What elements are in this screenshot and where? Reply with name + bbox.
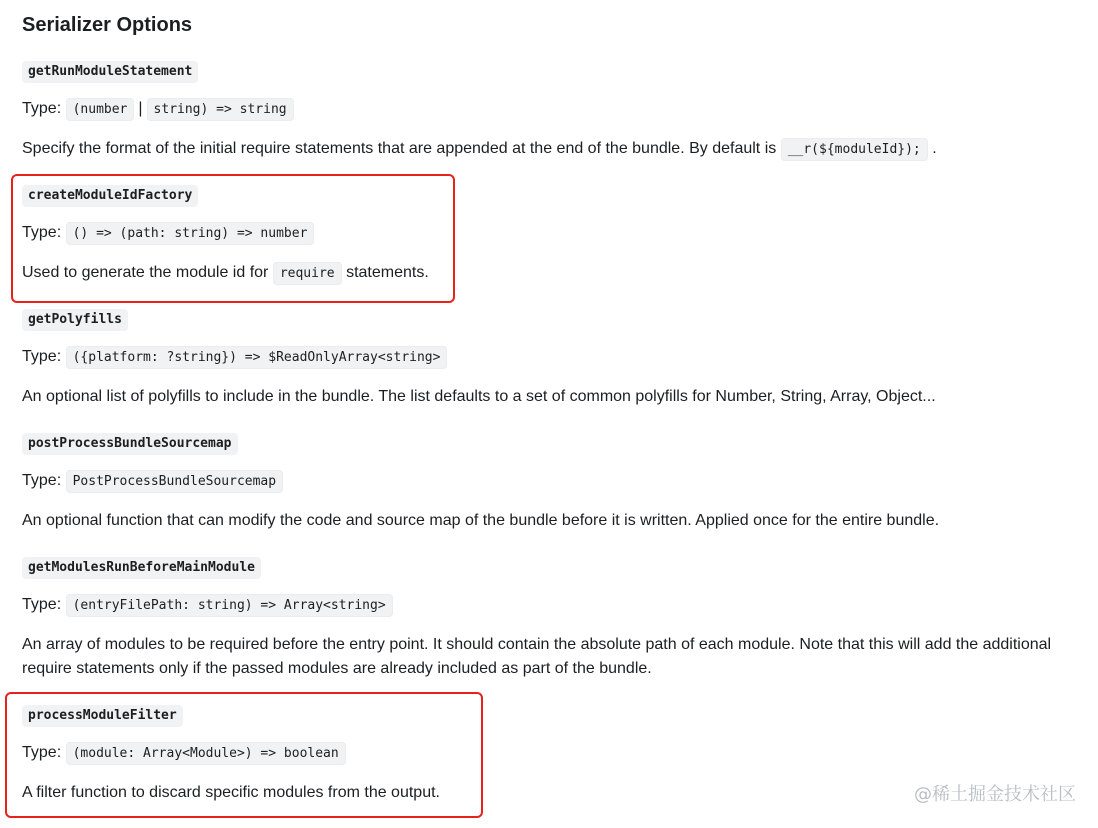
type-label: Type: <box>22 100 62 117</box>
type-code: ({platform: ?string}) => $ReadOnlyArray<string> <box>66 346 448 369</box>
option-name-getPolyfills: getPolyfills <box>22 309 128 331</box>
option-type-postProcessBundleSourcemap <box>22 469 283 494</box>
option-desc-getModulesRunBeforeMainModule: An array of modules to be required before the entry point. It should contain the absolute path of each module. Note that this will add the additional require statements only if the passed modules are already included as part of the bundle. <box>22 636 1052 677</box>
desc-inline-code: __r(${moduleId}); <box>781 138 928 161</box>
option-name-getRunModuleStatement: getRunModuleStatement <box>22 61 198 83</box>
option-type-processModuleFilter <box>22 741 346 766</box>
option-desc-postProcessBundleSourcemap: An optional function that can modify the code and source map of the bundle before it is written. Applied once for the entire bundle. <box>22 512 940 529</box>
option-type-getModulesRunBeforeMainModule <box>22 593 393 618</box>
desc-text: Specify the format of the initial require statements that are appended at the end of the bundle. By default is <box>22 140 777 157</box>
option-name-processModuleFilter: processModuleFilter <box>22 705 183 727</box>
desc-inline-code: require <box>273 262 342 285</box>
type-separator: | <box>138 100 143 117</box>
option-desc-processModuleFilter: A filter function to discard specific modules from the output. <box>22 784 440 801</box>
option-type-createModuleIdFactory <box>22 221 314 246</box>
type-code-part-2: string) => string <box>147 98 294 121</box>
option-type-getPolyfills <box>22 345 447 370</box>
page-title: Serializer Options <box>22 14 193 36</box>
option-desc-createModuleIdFactory <box>22 261 429 286</box>
desc-text-end: statements. <box>346 264 429 281</box>
type-code: PostProcessBundleSourcemap <box>66 470 284 493</box>
watermark: @稀土掘金技术社区 <box>914 784 1076 805</box>
type-label: Type: <box>22 472 62 489</box>
type-label: Type: <box>22 348 62 365</box>
desc-text: Used to generate the module id for <box>22 264 269 281</box>
type-label: Type: <box>22 744 62 761</box>
type-code: (entryFilePath: string) => Array<string> <box>66 594 393 617</box>
option-desc-getPolyfills: An optional list of polyfills to include in the bundle. The list defaults to a set of common polyfills for Number, String, Array, Object... <box>22 388 936 405</box>
type-label: Type: <box>22 596 62 613</box>
type-code: () => (path: string) => number <box>66 222 315 245</box>
desc-text-end: . <box>932 140 937 157</box>
type-code-part-1: (number <box>66 98 135 121</box>
type-label: Type: <box>22 224 62 241</box>
option-name-postProcessBundleSourcemap: postProcessBundleSourcemap <box>22 433 238 455</box>
option-name-createModuleIdFactory: createModuleIdFactory <box>22 185 198 207</box>
type-code: (module: Array<Module>) => boolean <box>66 742 346 765</box>
option-desc-getRunModuleStatement <box>22 137 937 162</box>
option-name-getModulesRunBeforeMainModule: getModulesRunBeforeMainModule <box>22 557 261 579</box>
option-type-getRunModuleStatement <box>22 97 294 122</box>
